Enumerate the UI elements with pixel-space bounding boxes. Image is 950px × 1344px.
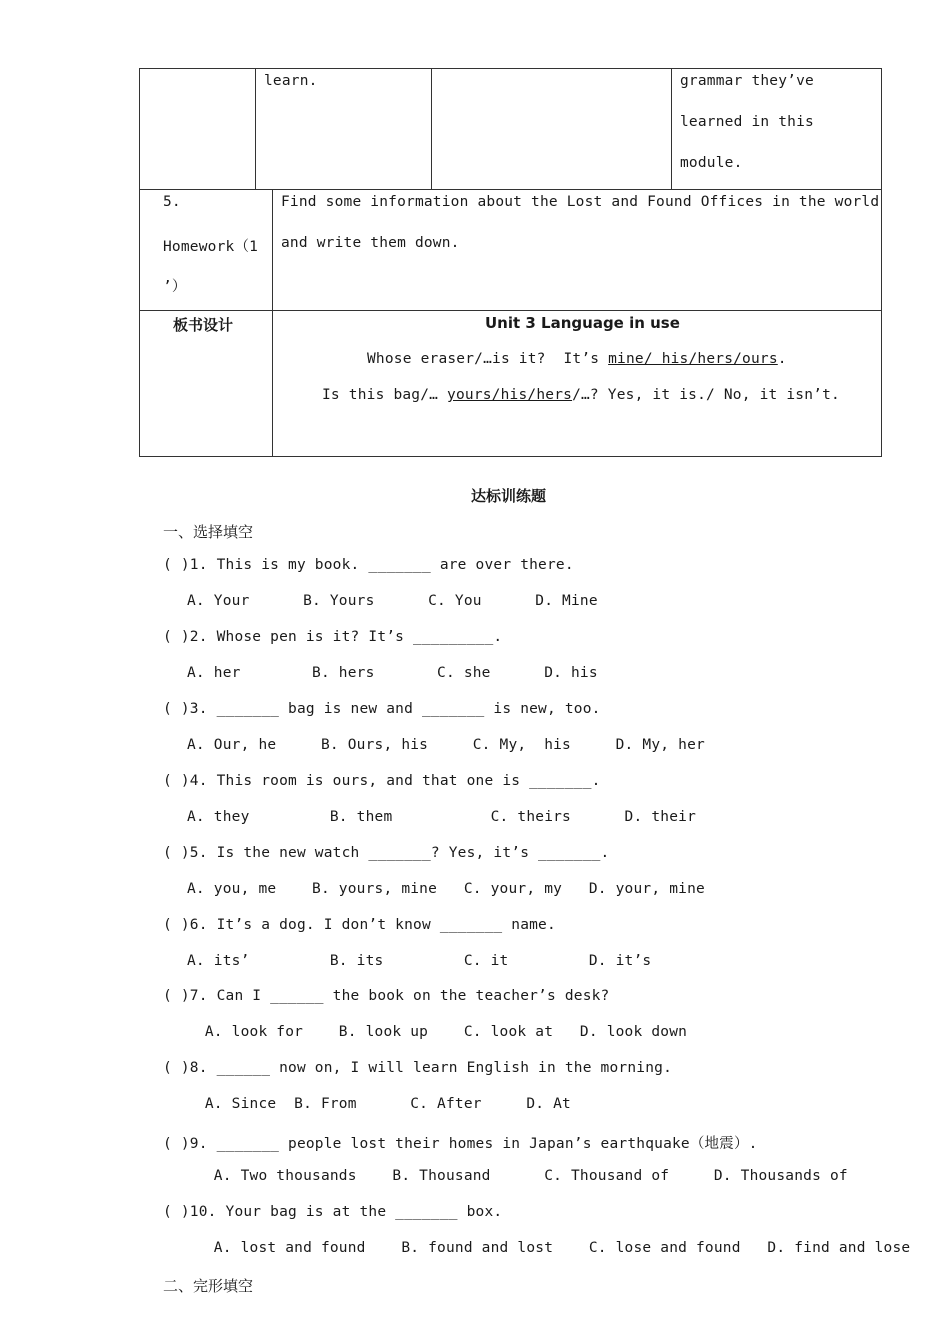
- question-7-options: A. look for B. look up C. look at D. look down: [187, 1024, 688, 1040]
- homework-content-line-2: and write them down.: [281, 235, 460, 251]
- row1-purpose-line-2: learned in this: [680, 114, 814, 130]
- section-cloze: 二、完形填空: [163, 1277, 254, 1295]
- question-8: ( )8. ______ now on, I will learn English in the morning.: [163, 1060, 672, 1076]
- row1-purpose-line-3: module.: [680, 155, 743, 171]
- blackboard-line-1-after: .: [777, 351, 787, 367]
- table-border-right: [881, 68, 882, 457]
- blackboard-line-1-before: Whose eraser/…is it? It’s: [367, 351, 609, 367]
- table-col-divider-r1a: [255, 68, 256, 189]
- question-5-options: A. you, me B. yours, mine C. your, my D. your, mine: [187, 881, 705, 897]
- question-5: ( )5. Is the new watch _______? Yes, it’s _______.: [163, 845, 610, 861]
- question-10-options: A. lost and found B. found and lost C. lose and found D. find and lose: [187, 1240, 911, 1256]
- homework-stage-line-1: 5.: [163, 194, 181, 210]
- question-1: ( )1. This is my book. _______ are over there.: [163, 557, 574, 573]
- question-6: ( )6. It’s a dog. I don’t know _______ name.: [163, 917, 556, 933]
- blackboard-design-label: 板书设计: [173, 316, 234, 334]
- blackboard-line-2-after: /…? Yes, it is./ No, it isn’t.: [572, 387, 840, 403]
- table-col-divider-r2: [272, 189, 273, 456]
- row1-purpose-line-1: grammar they’ve: [680, 73, 814, 89]
- blackboard-line-2-before: Is this bag/…: [322, 387, 448, 403]
- question-6-options: A. its’ B. its C. it D. it’s: [187, 953, 652, 969]
- exercise-title: 达标训练题: [471, 487, 547, 505]
- question-10: ( )10. Your bag is at the _______ box.: [163, 1204, 503, 1220]
- table-border-left: [139, 68, 140, 457]
- section-multiple-choice: 一、选择填空: [163, 523, 254, 541]
- table-border-bottom: [139, 456, 882, 457]
- blackboard-line-1-underlined: mine/ his/hers/ours: [608, 351, 778, 367]
- question-3: ( )3. _______ bag is new and _______ is new, too.: [163, 701, 601, 717]
- row1-activity-text: learn.: [264, 73, 318, 89]
- blackboard-title: Unit 3 Language in use: [485, 314, 680, 332]
- table-col-divider-r1c: [671, 68, 672, 189]
- table-border-top: [139, 68, 882, 69]
- table-row-divider-2: [139, 310, 882, 311]
- question-9-options: A. Two thousands B. Thousand C. Thousand of D. Thousands of: [187, 1168, 848, 1184]
- blackboard-line-2: [322, 387, 840, 403]
- question-2: ( )2. Whose pen is it? It’s _________.: [163, 629, 503, 645]
- blackboard-line-2-underlined: yours/his/hers: [447, 387, 573, 403]
- table-col-divider-r1b: [431, 68, 432, 189]
- blackboard-line-1: [367, 351, 787, 367]
- homework-stage-line-3: ’）: [163, 279, 187, 295]
- question-3-options: A. Our, he B. Ours, his C. My, his D. My, her: [187, 737, 705, 753]
- homework-stage-line-2: Homework（1: [163, 239, 259, 255]
- question-1-options: A. Your B. Yours C. You D. Mine: [187, 593, 598, 609]
- question-9: ( )9. _______ people lost their homes in Japan’s earthquake（地震）.: [163, 1136, 758, 1152]
- homework-content-line-1: Find some information about the Lost and Found Offices in the world: [281, 194, 880, 210]
- question-4-options: A. they B. them C. theirs D. their: [187, 809, 696, 825]
- question-2-options: A. her B. hers C. she D. his: [187, 665, 598, 681]
- question-8-options: A. Since B. From C. After D. At: [187, 1096, 571, 1112]
- table-row-divider-1: [139, 189, 882, 190]
- question-7: ( )7. Can I ______ the book on the teacher’s desk?: [163, 988, 610, 1004]
- question-4: ( )4. This room is ours, and that one is _______.: [163, 773, 601, 789]
